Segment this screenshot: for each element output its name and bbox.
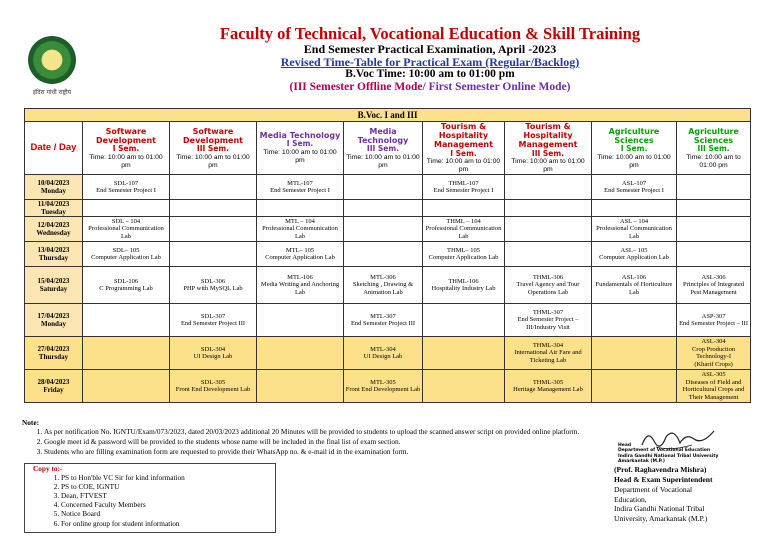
schedule-cell (83, 370, 170, 403)
schedule-cell (677, 200, 751, 217)
semester-label: III Sem. (366, 144, 400, 154)
schedule-cell (592, 337, 677, 370)
schedule-cell: MTL-307 End Semester Project III (344, 304, 423, 337)
schedule-cell (170, 242, 257, 267)
schedule-cell (677, 175, 751, 200)
schedule-cell (170, 200, 257, 217)
program-name: Agriculture Sciences (688, 126, 739, 145)
column-header (423, 122, 505, 175)
signatory-department: Department of Vocational (614, 484, 693, 494)
exam-day: Thursday (38, 254, 69, 263)
schedule-cell: THML-307 End Semester Project – III/Industry Visit (505, 304, 592, 337)
date-cell (25, 304, 83, 337)
schedule-cell (592, 200, 677, 217)
column-header (257, 122, 344, 175)
exam-day: Saturday (39, 285, 68, 294)
table-row (25, 304, 751, 337)
note-item: 2. Google meet id & password will be provided to the students whose name will be included in the final list of exam section. (44, 437, 762, 447)
schedule-cell: MTL-106 Media Writing and Anchoring Lab (257, 267, 344, 304)
table-row (25, 242, 751, 267)
exam-date: 27/04/2023 (37, 345, 70, 354)
stamp-line: Head (618, 443, 632, 448)
date-cell (25, 175, 83, 200)
offline-mode-text: (III Semester Offline Mode/ (289, 81, 426, 93)
program-name: Tourism & Hospitality Management (434, 122, 493, 150)
schedule-cell: SDL – 104 Professional Communication Lab (83, 217, 170, 242)
program-name: Media Technology (357, 126, 409, 145)
revised-timetable-heading: Revised Time-Table for Practical Exam (Regular/Backlog) (280, 55, 580, 69)
semester-label: I Sem. (620, 144, 648, 154)
signatory-university: University, Amarkantak (M.P.) (614, 514, 708, 524)
exam-time-label: Time: 10:00 am to 01:00 pm (89, 153, 163, 169)
exam-date: 10/04/2023 (37, 178, 70, 187)
column-header (170, 122, 257, 175)
schedule-cell (257, 200, 344, 217)
date-cell (25, 267, 83, 304)
schedule-cell: SDL-307 End Semester Project III (170, 304, 257, 337)
exam-day: Monday (41, 187, 66, 195)
faculty-title: Faculty of Technical, Vocational Education & Skill Training (219, 24, 641, 43)
schedule-cell (83, 337, 170, 370)
table-row (25, 217, 751, 242)
column-header (344, 122, 423, 175)
notes-heading: Note: (22, 418, 40, 427)
exam-time-label: Time: 10:00 am to 01:00 pm (426, 158, 501, 174)
schedule-cell: ASL-306 Principles of Integrated Pest Management (677, 267, 751, 304)
exam-time-label: Time: 10:00 am to 01:00 pm (263, 149, 337, 164)
schedule-cell: MTL-107 End Semester Project I (257, 175, 344, 200)
copy-to-item: 4. Concerned Faculty Members (61, 500, 275, 509)
note-item: 3. Students who are filling examination form are requested to provide their WhatsApp no. & e-mail id in the examination form. (44, 447, 762, 457)
schedule-cell: THML-106 Hospitality Industry Lab (423, 267, 505, 304)
exam-date: 12/04/2023 (37, 221, 70, 230)
logo-caption: इंदिरा गांधी राष्ट्रीय (32, 89, 72, 96)
exam-day: Thursday (38, 353, 69, 362)
copy-to-item: 6. For online group for student information (61, 519, 275, 528)
schedule-cell (423, 370, 505, 403)
signatory-designation: Head & Exam Superintendent (614, 474, 713, 484)
schedule-cell: MTL– 105 Computer Application Lab (257, 242, 344, 267)
date-cell (25, 217, 83, 242)
schedule-cell (505, 200, 592, 217)
schedule-cell (677, 217, 751, 242)
schedule-cell (344, 175, 423, 200)
schedule-cell: SDL-305 Front End Development Lab (170, 370, 257, 403)
semester-label: I Sem. (286, 139, 314, 149)
program-name: Tourism & Hospitality Management (518, 122, 578, 150)
copy-to-item: 2. PS to COE, IGNTU (61, 482, 275, 491)
exam-date: 11/04/2023 (37, 200, 70, 208)
program-name: Agriculture Sciences (608, 126, 660, 145)
schedule-cell (677, 242, 751, 267)
column-header (677, 122, 751, 175)
schedule-cell: MTL-306 Sketching , Drawing & Animation Lab (344, 267, 423, 304)
schedule-cell (592, 370, 677, 403)
exam-time-label: Time: 10:00 am to 01:00 pm (686, 153, 741, 169)
exam-date: 28/04/2023 (37, 378, 70, 387)
exam-date: 15/04/2023 (37, 277, 70, 286)
column-header (592, 122, 677, 175)
schedule-cell (170, 217, 257, 242)
exam-time: B.Voc Time: 10:00 am to 01:00 pm (345, 68, 515, 80)
exam-mode (150, 81, 710, 93)
exam-time-label: Time: 10:00 am to 01:00 pm (511, 158, 585, 174)
copy-to-heading: Copy to:- (33, 464, 63, 473)
schedule-cell: MTL-304 UI Design Lab (344, 337, 423, 370)
schedule-cell: ASL– 105 Computer Application Lab (592, 242, 677, 267)
note-item: 1. As per notification No. IGNTU/Exam/073/2023, dated 20/03/2023 additional 20 Minutes will be provided to students to upload the scanned answer script on provided online platform. (44, 427, 762, 437)
official-stamp (618, 443, 738, 465)
signatory-university: Indira Gandhi National Tribal (614, 504, 705, 514)
schedule-cell: ASL-106 Fundamentals of Horticulture Lab (592, 267, 677, 304)
schedule-cell (257, 370, 344, 403)
schedule-cell (257, 304, 344, 337)
table-banner: B.Voc. I and III (25, 109, 751, 122)
date-cell (25, 242, 83, 267)
date-day-header: Date / Day (25, 122, 83, 175)
program-name: Media Technology (259, 131, 341, 141)
table-row (25, 267, 751, 304)
schedule-cell: SDL-306 PHP with MySQL Lab (170, 267, 257, 304)
table-row (25, 337, 751, 370)
schedule-cell (344, 217, 423, 242)
schedule-cell: ASL-107 End Semester Project I (592, 175, 677, 200)
schedule-cell (344, 242, 423, 267)
schedule-cell: MTL – 104 Professional Communication Lab (257, 217, 344, 242)
copy-to-box (24, 463, 276, 533)
schedule-cell: THML-306 Travel Agency and Tour Operations Lab (505, 267, 592, 304)
exam-day: Monday (41, 320, 66, 329)
schedule-cell (257, 337, 344, 370)
exam-date: 17/04/2023 (37, 312, 70, 321)
schedule-cell (423, 337, 505, 370)
exam-time-label: Time: 10:00 am to 01:00 pm (176, 153, 250, 169)
schedule-cell (83, 304, 170, 337)
exam-time-label: Time: 10:00 am to 01:00 pm (346, 153, 420, 169)
schedule-cell: THML-304 International Air Fare and Ticketing Lab (505, 337, 592, 370)
schedule-cell: THML-107 End Semester Project I (423, 175, 505, 200)
schedule-cell: SDL-106 C Programming Lab (83, 267, 170, 304)
schedule-cell: ASP-307 End Semester Project – III (677, 304, 751, 337)
exam-subtitle: End Semester Practical Examination, April -2023 (303, 42, 557, 56)
exam-day: Wednesday (36, 229, 71, 238)
schedule-cell (505, 175, 592, 200)
schedule-cell: ASL-305 Diseases of Field and Horticultural Crops and Their Management (677, 370, 751, 403)
copy-to-item: 3. Dean, FTVEST (61, 491, 275, 500)
program-name: Software Development (96, 126, 156, 145)
signatory-name: (Prof. Raghavendra Mishra) (614, 465, 707, 474)
table-row (25, 175, 751, 200)
date-cell (25, 370, 83, 403)
stamp-line: Department of Vocational Education (618, 448, 711, 454)
schedule-cell (83, 200, 170, 217)
university-logo (28, 36, 76, 84)
schedule-cell (505, 242, 592, 267)
semester-label: I Sem. (112, 144, 140, 154)
exam-day: Friday (43, 386, 64, 395)
stamp-line: Indira Gandhi National Tribal University (618, 453, 719, 459)
schedule-cell: SDL-304 UI Design Lab (170, 337, 257, 370)
signatory-block (614, 465, 764, 524)
semester-label: III Sem. (697, 144, 730, 154)
schedule-cell: MTL-305 Front End Development Lab (344, 370, 423, 403)
schedule-cell: THML – 104 Professional Communication Lab (423, 217, 505, 242)
schedule-cell (505, 217, 592, 242)
signatory-department: Education, (614, 494, 647, 504)
schedule-cell (423, 200, 505, 217)
schedule-cell: SDL-107 End Semester Project I (83, 175, 170, 200)
schedule-cell (170, 175, 257, 200)
schedule-cell: THML– 105 Computer Application Lab (423, 242, 505, 267)
online-mode-text: First Semester Online Mode) (425, 81, 571, 93)
stamp-line: Amarkantak (M.P.) (618, 459, 665, 465)
exam-time-label: Time: 10:00 am to 01:00 pm (597, 153, 671, 169)
schedule-cell (423, 304, 505, 337)
table-row (25, 200, 751, 217)
schedule-cell: SDL– 105 Computer Application Lab (83, 242, 170, 267)
semester-label: III Sem. (196, 144, 230, 154)
copy-to-item: 1. PS to Hon'ble VC Sir for kind information (61, 473, 275, 482)
program-name: Software Development (183, 126, 243, 145)
date-cell (25, 337, 83, 370)
schedule-cell (592, 304, 677, 337)
schedule-cell: THML-305 Heritage Management Lab (505, 370, 592, 403)
timetable (24, 108, 751, 403)
column-header (83, 122, 170, 175)
semester-label: I Sem. (450, 148, 477, 158)
schedule-cell (344, 200, 423, 217)
column-header (505, 122, 592, 175)
copy-to-item: 5. Notice Board (61, 509, 275, 518)
schedule-cell: ASL-304 Crop Production Technology-I (Kharif Crops) (677, 337, 751, 370)
table-row (25, 370, 751, 403)
exam-date: 13/04/2023 (37, 246, 70, 255)
copy-to-list (25, 473, 275, 528)
date-cell (25, 200, 83, 217)
exam-day: Tuesday (41, 208, 66, 217)
semester-label: III Sem. (531, 148, 565, 158)
schedule-cell: ASL – 104 Professional Communication Lab (592, 217, 677, 242)
